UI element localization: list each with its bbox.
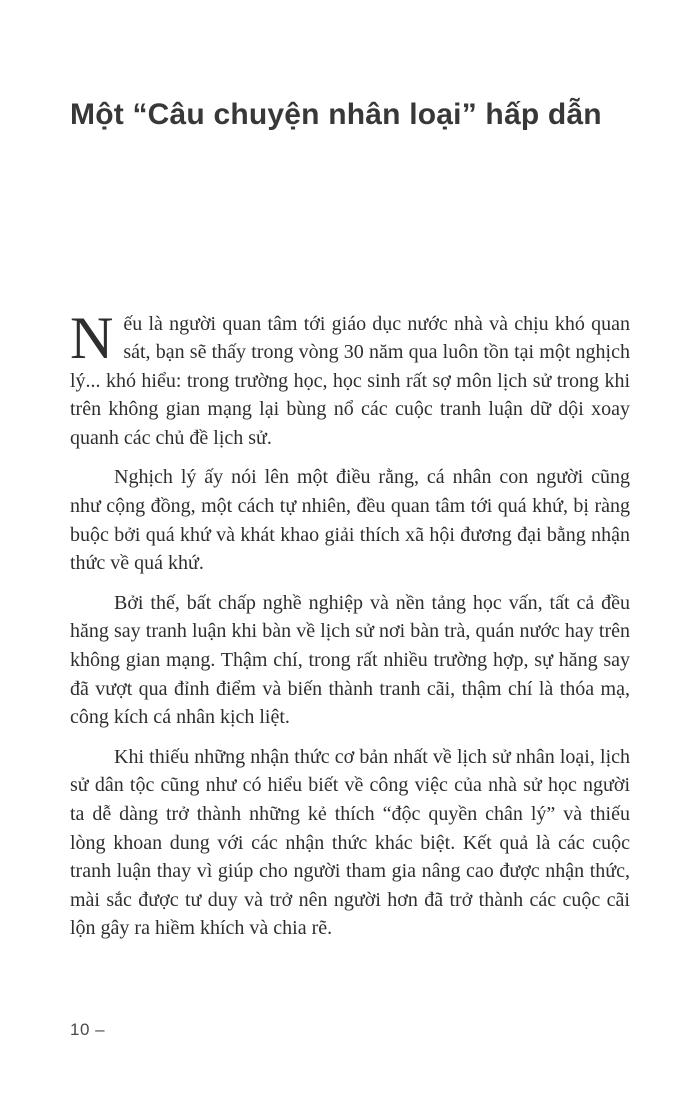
drop-cap: N [70, 304, 114, 371]
chapter-title: Một “Câu chuyện nhân loại” hấp dẫn [70, 98, 602, 131]
paragraph-1-text: ếu là người quan tâm tới giáo dục nước nhà và chịu khó quan sát, bạn sẽ thấy trong vòng 30 năm qua luôn tồn tại một nghịch lý... khó hiểu: trong trường học, học sinh rất sợ môn lịch sử trong khi trên không gian mạng lại bùng nổ các cuộc tranh luận dữ dội xoay quanh các chủ đề lịch sử. [70, 312, 630, 449]
paragraph-1 [70, 304, 630, 453]
body-text [70, 304, 630, 943]
paragraph-4: Khi thiếu những nhận thức cơ bản nhất về lịch sử nhân loại, lịch sử dân tộc cũng như có hiểu biết về công việc của nhà sử học người ta dễ dàng trở thành những kẻ thích “độc quyền chân lý” và thiếu lòng khoan dung với các nhận thức khác biệt. Kết quả là các cuộc tranh luận thay vì giúp cho người tham gia nâng cao được nhận thức, mài sắc được tư duy và trở nên người hơn đã trở thành các cuộc cãi lộn gây ra hiềm khích và chia rẽ. [70, 745, 630, 940]
page-number: 10 – [70, 1020, 106, 1039]
paragraph-3: Bởi thế, bất chấp nghề nghiệp và nền tảng học vấn, tất cả đều hăng say tranh luận khi bàn về lịch sử nơi bàn trà, quán nước hay trên không gian mạng. Thậm chí, trong rất nhiều trường hợp, sự hăng say đã vượt qua đỉnh điểm và biến thành tranh cãi, thậm chí là thóa mạ, công kích cá nhân kịch liệt. [70, 591, 630, 729]
paragraph-2: Nghịch lý ấy nói lên một điều rằng, cá nhân con người cũng như cộng đồng, một cách tự nhiên, đều quan tâm tới quá khứ, bị ràng buộc bởi quá khứ và khát khao giải thích xã hội đương đại bằng nhận thức về quá khứ. [70, 466, 630, 575]
